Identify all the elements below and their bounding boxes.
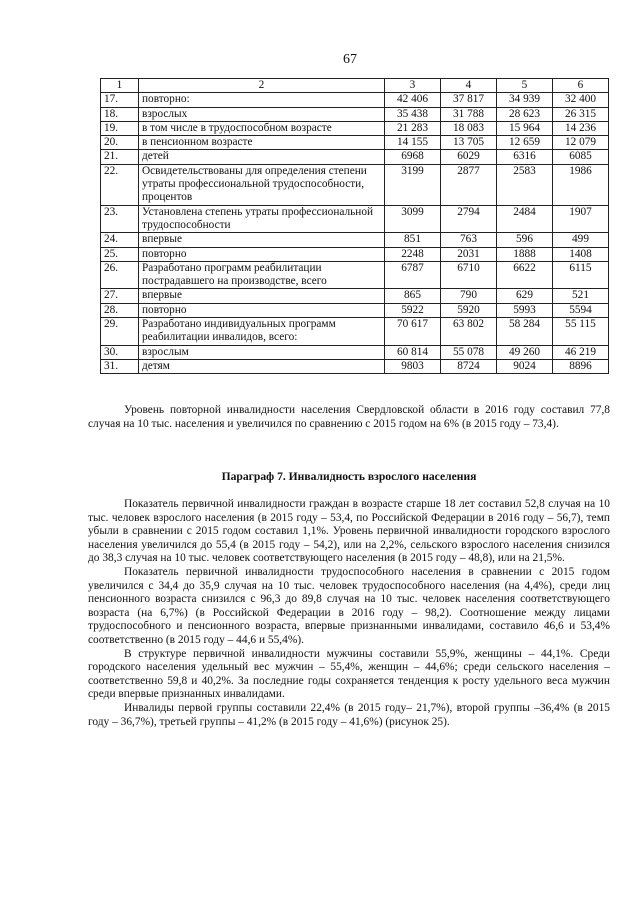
indicator-cell: повторно [139, 303, 385, 317]
row-number-cell: 19. [101, 121, 139, 135]
value-cell: 4 [441, 79, 497, 93]
value-cell: 865 [385, 289, 441, 303]
value-cell: 55 078 [441, 345, 497, 359]
value-cell: 12 079 [553, 136, 609, 150]
value-cell: 851 [385, 233, 441, 247]
row-number-cell: 1 [101, 79, 139, 93]
value-cell: 21 283 [385, 121, 441, 135]
value-cell: 9024 [497, 359, 553, 373]
value-cell: 5993 [497, 303, 553, 317]
value-cell: 15 964 [497, 121, 553, 135]
value-cell: 1408 [553, 247, 609, 261]
row-number-cell: 31. [101, 359, 139, 373]
value-cell: 6115 [553, 261, 609, 289]
value-cell: 2484 [497, 205, 553, 233]
row-number-cell: 25. [101, 247, 139, 261]
value-cell: 26 315 [553, 107, 609, 121]
value-cell: 3 [385, 79, 441, 93]
value-cell: 6622 [497, 261, 553, 289]
indicator-cell: повторно: [139, 93, 385, 107]
value-cell: 6787 [385, 261, 441, 289]
indicator-cell: детям [139, 359, 385, 373]
indicator-cell: Разработано индивидуальных программ реабилитации инвалидов, всего: [139, 318, 385, 346]
statistics-table [100, 78, 609, 374]
value-cell: 5920 [441, 303, 497, 317]
row-number-cell: 21. [101, 150, 139, 164]
indicator-cell: в том числе в трудоспособном возрасте [139, 121, 385, 135]
table-row [101, 318, 609, 346]
table-row [101, 289, 609, 303]
value-cell: 596 [497, 233, 553, 247]
value-cell: 2877 [441, 164, 497, 205]
row-number-cell: 18. [101, 107, 139, 121]
value-cell: 1888 [497, 247, 553, 261]
section-heading: Параграф 7. Инвалидность взрослого населения [221, 470, 477, 483]
value-cell: 8724 [441, 359, 497, 373]
value-cell: 42 406 [385, 93, 441, 107]
table-row [101, 247, 609, 261]
value-cell: 6 [553, 79, 609, 93]
value-cell: 6029 [441, 150, 497, 164]
value-cell: 63 802 [441, 318, 497, 346]
value-cell: 28 623 [497, 107, 553, 121]
paragraph: Показатель первичной инвалидности трудоспособного населения в сравнении с 2015 годом увеличился с 34,4 до 35,9 случая на 10 тыс. человек трудоспособного населения (на 4,4%), среди лиц пенсионного возраста снизился с 96,3 до 89,8 случая на 10 тыс. человек населения соответствующего возраста (на 6,7%) (в Российской Федерации в 2016 году – 98,2). Соотношение между лицами трудоспособного и пенсионного возраста, впервые признанными инвалидами, составило 46,6 и 53,4% соответственно (в 2015 году – 44,6 и 55,4%). [88, 565, 610, 646]
indicator-cell: Разработано программ реабилитации пострадавшего на производстве, всего [139, 261, 385, 289]
intro-paragraph [88, 404, 610, 431]
table-row [101, 136, 609, 150]
table-row [101, 303, 609, 317]
value-cell: 6968 [385, 150, 441, 164]
row-number-cell: 24. [101, 233, 139, 247]
table-row [101, 205, 609, 233]
value-cell: 14 236 [553, 121, 609, 135]
table-header-row [101, 79, 609, 93]
value-cell: 31 788 [441, 107, 497, 121]
paragraph: В структуре первичной инвалидности мужчины составили 55,9%, женщины – 44,1%. Среди городского населения удельный вес мужчин – 55,4%, женщин – 44,6%; среди сельского населения – соответственно 59,8 и 40,2%. За последние годы сохраняется тенденция к росту удельного веса мужчин среди впервые признанных инвалидами. [88, 647, 610, 701]
row-number-cell: 30. [101, 345, 139, 359]
row-number-cell: 17. [101, 93, 139, 107]
table-row [101, 93, 609, 107]
row-number-cell: 27. [101, 289, 139, 303]
value-cell: 8896 [553, 359, 609, 373]
body-text [88, 498, 610, 729]
value-cell: 499 [553, 233, 609, 247]
value-cell: 18 083 [441, 121, 497, 135]
indicator-cell: Установлена степень утраты профессиональной трудоспособности [139, 205, 385, 233]
value-cell: 6316 [497, 150, 553, 164]
value-cell: 2583 [497, 164, 553, 205]
value-cell: 2794 [441, 205, 497, 233]
value-cell: 14 155 [385, 136, 441, 150]
indicator-cell: повторно [139, 247, 385, 261]
indicator-cell: взрослым [139, 345, 385, 359]
value-cell: 763 [441, 233, 497, 247]
value-cell: 34 939 [497, 93, 553, 107]
value-cell: 5 [497, 79, 553, 93]
paragraph: Инвалиды первой группы составили 22,4% (в 2015 году– 21,7%), второй группы –36,4% (в 2015 году – 36,7%), третьей группы – 41,2% (в 2015 году – 41,6%) (рисунок 25). [88, 701, 610, 728]
table-row [101, 150, 609, 164]
value-cell: 790 [441, 289, 497, 303]
table-row [101, 261, 609, 289]
value-cell: 6085 [553, 150, 609, 164]
indicator-cell: детей [139, 150, 385, 164]
value-cell: 12 659 [497, 136, 553, 150]
indicator-cell: Освидетельствованы для определения степени утраты профессиональной трудоспособности, процентов [139, 164, 385, 205]
indicator-cell: впервые [139, 233, 385, 247]
value-cell: 13 705 [441, 136, 497, 150]
value-cell: 32 400 [553, 93, 609, 107]
table-row [101, 359, 609, 373]
value-cell: 37 817 [441, 93, 497, 107]
indicator-cell: взрослых [139, 107, 385, 121]
indicator-cell: 2 [139, 79, 385, 93]
value-cell: 46 219 [553, 345, 609, 359]
table-row [101, 164, 609, 205]
row-number-cell: 28. [101, 303, 139, 317]
row-number-cell: 20. [101, 136, 139, 150]
value-cell: 521 [553, 289, 609, 303]
value-cell: 2031 [441, 247, 497, 261]
value-cell: 1986 [553, 164, 609, 205]
value-cell: 58 284 [497, 318, 553, 346]
table-row [101, 345, 609, 359]
value-cell: 49 260 [497, 345, 553, 359]
table-row [101, 233, 609, 247]
value-cell: 5922 [385, 303, 441, 317]
table-row [101, 107, 609, 121]
value-cell: 629 [497, 289, 553, 303]
indicator-cell: впервые [139, 289, 385, 303]
value-cell: 3199 [385, 164, 441, 205]
paragraph: Показатель первичной инвалидности граждан в возрасте старше 18 лет составил 52,8 случая на 10 тыс. человек взрослого населения (в 2015 году – 53,4, по Российской Федерации в 2016 году – 56,7), темп убыли в сравнении с 2015 годом составил 1,1%. Уровень первичной инвалидности городского взрослого населения увеличился до 55,4 (в 2015 году – 54,2), или на 2,2%, сельского взрослого населения снизился до 38,3 случая на 10 тыс. человек соответствующего населения (в 2015 году – 48,8), или на 21,5%. [88, 498, 610, 565]
value-cell: 55 115 [553, 318, 609, 346]
paragraph: Уровень повторной инвалидности населения Свердловской области в 2016 году составил 77,8 случая на 10 тыс. населения и увеличился по сравнению с 2015 годом на 6% (в 2015 году – 73,4). [88, 404, 610, 430]
value-cell: 3099 [385, 205, 441, 233]
indicator-cell: в пенсионном возрасте [139, 136, 385, 150]
row-number-cell: 22. [101, 164, 139, 205]
value-cell: 70 617 [385, 318, 441, 346]
value-cell: 9803 [385, 359, 441, 373]
row-number-cell: 26. [101, 261, 139, 289]
row-number-cell: 23. [101, 205, 139, 233]
value-cell: 6710 [441, 261, 497, 289]
value-cell: 60 814 [385, 345, 441, 359]
value-cell: 35 438 [385, 107, 441, 121]
value-cell: 5594 [553, 303, 609, 317]
page-number: 67 [343, 52, 357, 67]
value-cell: 2248 [385, 247, 441, 261]
value-cell: 1907 [553, 205, 609, 233]
table-row [101, 121, 609, 135]
row-number-cell: 29. [101, 318, 139, 346]
